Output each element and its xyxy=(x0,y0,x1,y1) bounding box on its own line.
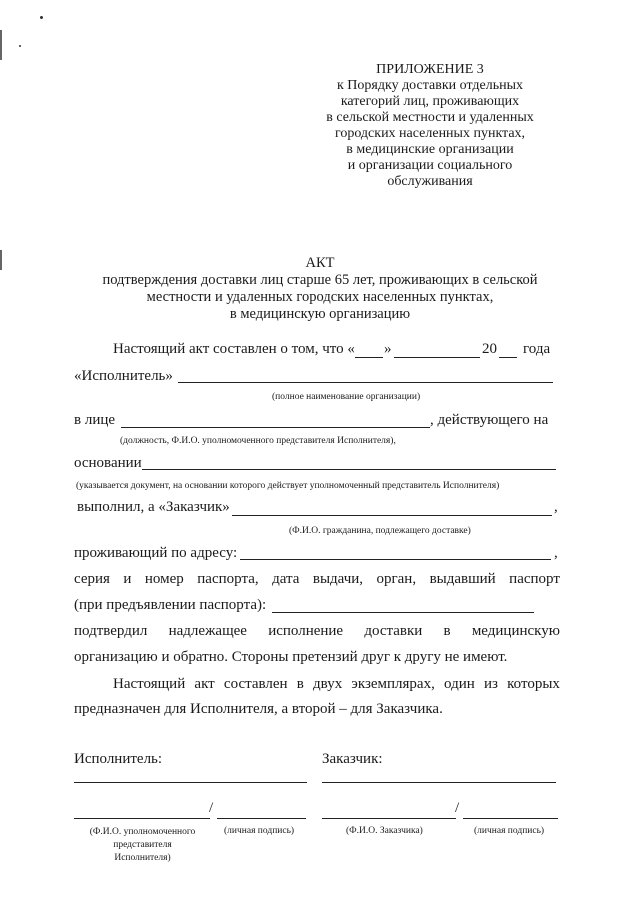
day-field[interactable] xyxy=(355,357,383,358)
annex-line: и организации социального xyxy=(347,158,513,173)
annex-line: городских населенных пунктах, xyxy=(334,126,526,141)
hint-line: (Ф.И.О. уполномоченного xyxy=(89,827,196,837)
copies-line xyxy=(113,676,560,693)
hint-line: представителя xyxy=(113,840,172,850)
title-line: местности и удаленных городских населенных пунктах, xyxy=(146,289,494,305)
word: номер xyxy=(144,571,184,587)
annex-header xyxy=(300,62,560,190)
customer-name-hint: (Ф.И.О. Заказчика) xyxy=(346,826,423,836)
word: выдавший xyxy=(429,571,496,587)
word: в xyxy=(296,676,304,692)
executor-signature-field[interactable] xyxy=(217,818,306,819)
acting-on-text: , действующего на xyxy=(430,412,549,428)
customer-slash: / xyxy=(455,800,460,816)
intro-text: Настоящий акт составлен о том, что « xyxy=(113,341,355,357)
document-title xyxy=(60,255,580,323)
sig-customer-label: Заказчик: xyxy=(322,751,383,767)
scan-speck xyxy=(19,45,21,47)
word: медицинскую xyxy=(471,623,560,639)
address-field[interactable] xyxy=(240,559,551,560)
annex-line: в сельской местности и удаленных xyxy=(326,110,534,125)
executor-label: «Исполнитель» xyxy=(74,368,173,384)
scan-edge xyxy=(0,30,2,60)
citizen-hint: (Ф.И.О. гражданина, подлежащего доставке) xyxy=(289,526,471,536)
word: которых xyxy=(507,676,560,692)
address-label: проживающий по адресу: xyxy=(74,545,238,561)
word: паспорта, xyxy=(197,571,259,587)
passport-cont: (при предъявлении паспорта): xyxy=(74,597,267,613)
word: Настоящий xyxy=(113,676,186,692)
sig-executor-label: Исполнитель: xyxy=(74,751,163,767)
year-prefix: 20 xyxy=(482,341,497,357)
annex-line: в медицинские организации xyxy=(346,142,514,157)
word: паспорт xyxy=(509,571,560,587)
intro-quote-close: » xyxy=(384,341,392,357)
confirm-cont: организацию и обратно. Стороны претензий друг к другу не имеют. xyxy=(74,649,508,665)
executor-slash: / xyxy=(209,800,214,816)
word: из xyxy=(484,676,498,692)
word: экземплярах, xyxy=(351,676,435,692)
word: двух xyxy=(313,676,343,692)
completed-label: выполнил, а «Заказчик» xyxy=(77,499,230,515)
executor-name-field[interactable] xyxy=(178,382,553,383)
annex-line: обслуживания xyxy=(387,174,473,189)
hint-line: Исполнителя) xyxy=(114,853,171,863)
word: серия xyxy=(74,571,110,587)
passport-line xyxy=(74,571,560,588)
executor-name-hint xyxy=(80,826,205,865)
year-field[interactable] xyxy=(499,357,517,358)
executor-org-field[interactable] xyxy=(74,782,307,783)
copies-cont: предназначен для Исполнителя, а второй – для Заказчика. xyxy=(74,701,443,717)
word: орган, xyxy=(376,571,417,587)
representative-field[interactable] xyxy=(121,427,430,428)
customer-name-sign-field[interactable] xyxy=(322,818,456,819)
customer-signature-hint: (личная подпись) xyxy=(474,826,545,836)
scan-speck xyxy=(40,16,43,19)
in-person-label: в лице xyxy=(74,412,116,428)
word: составлен xyxy=(223,676,288,692)
word: надлежащее xyxy=(168,623,247,639)
word: один xyxy=(444,676,475,692)
address-comma: , xyxy=(554,545,558,561)
confirm-line xyxy=(74,623,560,640)
word: подтвердил xyxy=(74,623,148,639)
title-line: подтверждения доставки лиц старше 65 лет, проживающих в сельской xyxy=(102,272,538,288)
month-field[interactable] xyxy=(394,357,480,358)
customer-name-field[interactable] xyxy=(232,515,552,516)
passport-field[interactable] xyxy=(272,612,534,613)
customer-signature-field[interactable] xyxy=(463,818,558,819)
word: и xyxy=(123,571,132,587)
executor-name-sign-field[interactable] xyxy=(74,818,210,819)
word: доставки xyxy=(364,623,423,639)
annex-line: категорий лиц, проживающих xyxy=(340,94,520,109)
word: исполнение xyxy=(268,623,344,639)
executor-hint: (полное наименование организации) xyxy=(272,392,421,402)
basis-hint: (указывается документ, на основании которого действует уполномоченный представитель Исполнителя) xyxy=(76,481,500,491)
title-heading: АКТ xyxy=(305,255,335,271)
year-suffix: года xyxy=(523,341,551,357)
customer-org-field[interactable] xyxy=(322,782,556,783)
customer-comma: , xyxy=(554,499,558,515)
executor-signature-hint: (личная подпись) xyxy=(224,826,295,836)
word: акт xyxy=(194,676,215,692)
scan-edge xyxy=(0,250,2,270)
word: в xyxy=(443,623,451,639)
annex-line: ПРИЛОЖЕНИЕ 3 xyxy=(376,62,484,77)
annex-line: к Порядку доставки отдельных xyxy=(336,78,524,93)
word: выдачи, xyxy=(312,571,364,587)
representative-hint: (должность, Ф.И.О. уполномоченного представителя Исполнителя), xyxy=(120,436,396,446)
basis-field[interactable] xyxy=(142,469,556,470)
basis-label: основании xyxy=(74,455,142,471)
title-line: в медицинскую организацию xyxy=(229,306,411,322)
word: дата xyxy=(272,571,300,587)
